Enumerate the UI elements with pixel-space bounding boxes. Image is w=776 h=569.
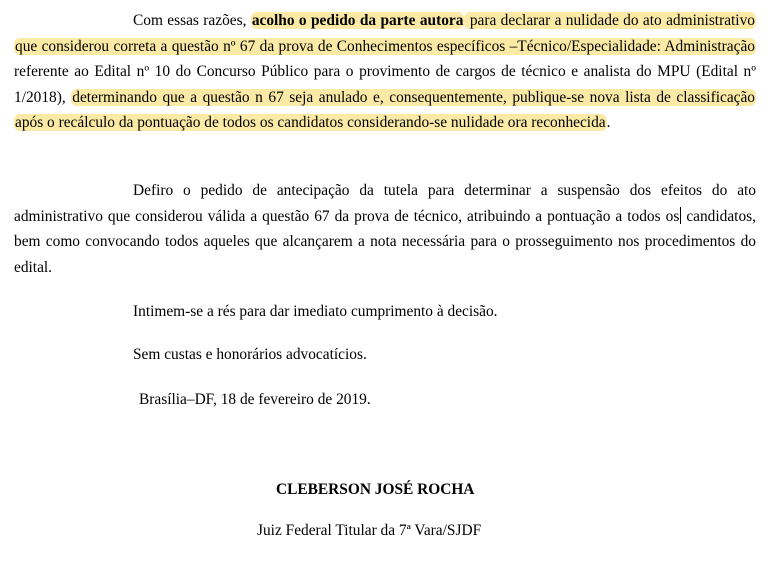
signatory-name: CLEBERSON JOSÉ ROCHA <box>276 481 475 498</box>
ruling-granted-highlight: acolho o pedido da parte autora <box>251 12 464 29</box>
paragraph-ruling <box>14 8 756 136</box>
injunction-text: Defiro o pedido de antecipação da tutela para determinar a suspensão dos efeitos do ato administrativo que considerou válida a questão 67 da prova de técnico, atribuindo a pontuação a todos os <box>14 182 756 225</box>
ruling-edital-reference: referente ao Edital nº 10 do Concurso Público para o provimento de cargos de técnico e analista do MPU (Edital nº 1/2018), <box>14 63 756 106</box>
ruling-intro: Com essas razões, <box>133 12 251 29</box>
ruling-annulment-highlight: determinando que a questão n 67 seja anulado e, consequentemente, publique-se nova lista de classificação após o recálculo da pontuação de todos os candidatos considerando-se nulidade ora reconhecida <box>15 88 756 132</box>
costs-line: Sem custas e honorários advocatícios. <box>133 346 367 363</box>
intimation-line: Intimem-se a rés para dar imediato cumprimento à decisão. <box>133 303 498 320</box>
injunction-text-continued: candidatos, bem como convocando todos aqueles que alcançarem a nota necessária para o prosseguimento nos procedimentos do edital. <box>14 207 756 276</box>
place-date-line: Brasília–DF, 18 de fevereiro de 2019. <box>139 391 371 408</box>
signatory-title: Juiz Federal Titular da 7ª Vara/SJDF <box>257 522 482 539</box>
ruling-nullity-highlight: para declarar a nulidade do ato administrativo que considerou correta a questão nº 67 da prova de Conhecimentos específicos –Técnico/Especialidade: Administração <box>15 12 755 55</box>
paragraph-injunction <box>14 178 756 280</box>
ruling-period: . <box>606 114 611 132</box>
